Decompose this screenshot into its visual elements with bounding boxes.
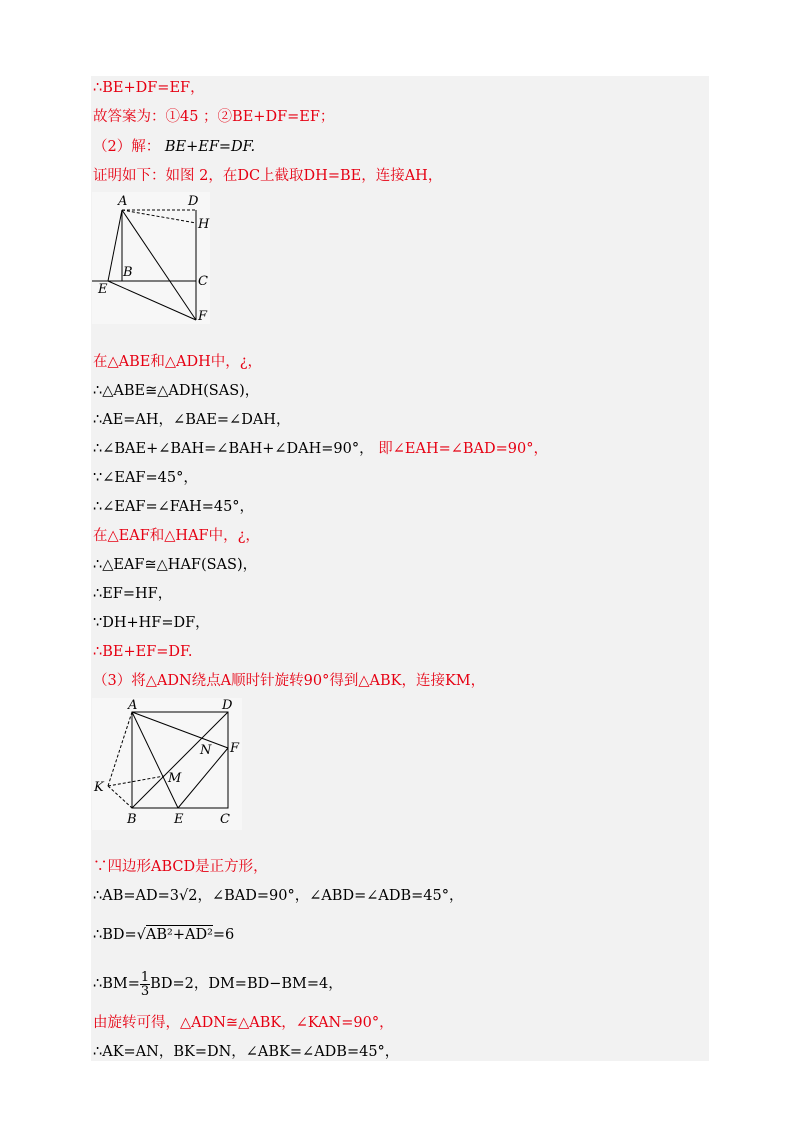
line-14: ∵DH+HF=DF， — [93, 615, 210, 631]
figure-1 — [92, 192, 210, 324]
line-8-red: 即∠EAH=∠BAD=90°， — [378, 441, 548, 457]
line-21: 由旋转可得，△ADN≅△ABK，∠KAN=90°， — [93, 1015, 394, 1031]
line-19: ∴BD=√AB²+AD²=6 — [93, 927, 235, 943]
line-3 — [93, 137, 255, 157]
line-3-label: （2）解： — [93, 139, 161, 155]
line-17: ∵四边形ABCD是正方形， — [93, 859, 268, 875]
line-20-post: BD=2，DM=BD−BM=4， — [150, 976, 343, 992]
fig2-label-m: M — [168, 771, 182, 786]
line-12: ∴△EAF≅△HAF(SAS)， — [93, 557, 258, 573]
line-19-post: =6 — [212, 927, 235, 943]
fig2-label-e: E — [174, 812, 184, 827]
line-15: ∴BE+EF=DF. — [93, 644, 193, 660]
fig2-label-k: K — [94, 780, 104, 795]
line-10: ∴∠EAF=∠FAH=45°， — [93, 499, 255, 515]
line-8 — [93, 439, 548, 459]
line-19-radicand: AB²+AD² — [145, 927, 213, 943]
line-18: ∴AB=AD=3√2，∠BAD=90°，∠ABD=∠ADB=45°， — [93, 888, 464, 904]
line-22: ∴AK=AN，BK=DN，∠ABK=∠ADB=45°， — [93, 1044, 400, 1060]
fig1-label-e: E — [98, 282, 108, 297]
line-5: 在△ABE和△ADH中，¿， — [93, 354, 263, 370]
fig2-label-a: A — [128, 698, 138, 713]
line-4: 证明如下：如图 2，在DC上截取DH=BE，连接AH， — [93, 168, 443, 184]
fig1-label-a: A — [118, 194, 128, 209]
line-16: （3）将△ADN绕点A顺时针旋转90°得到△ABK，连接KM， — [93, 673, 486, 689]
fig2-label-n: N — [200, 743, 212, 758]
fig1-label-b: B — [123, 265, 133, 280]
line-3-math: BE+EF=DF. — [164, 139, 256, 155]
line-7: ∴AE=AH，∠BAE=∠DAH， — [93, 412, 291, 428]
fraction-denominator: 3 — [140, 983, 150, 999]
fig1-label-h: H — [198, 217, 210, 232]
line-1: ∴BE+DF=EF， — [93, 80, 205, 96]
line-20-pre: ∴BM= — [93, 976, 140, 992]
fraction-numerator: 1 — [140, 969, 150, 985]
fig2-label-c: C — [220, 812, 230, 827]
line-2: 故答案为：①45 ；②BE+DF=EF； — [93, 109, 335, 125]
fig1-label-f: F — [198, 309, 208, 324]
line-11: 在△EAF和△HAF中，¿， — [93, 528, 260, 544]
line-13: ∴EF=HF， — [93, 586, 173, 602]
line-19-pre: ∴BD= — [93, 927, 137, 943]
fig2-label-d: D — [222, 698, 233, 713]
line-9: ∵∠EAF=45°， — [93, 470, 198, 486]
fig1-label-c: C — [198, 274, 208, 289]
fig1-label-d: D — [188, 194, 199, 209]
fig2-label-f: F — [230, 741, 240, 756]
line-20 — [93, 966, 343, 1002]
fig2-label-b: B — [127, 812, 137, 827]
fraction-one-third — [140, 971, 150, 998]
figure-2 — [92, 698, 242, 830]
line-8-math: ∴∠BAE+∠BAH=∠BAH+∠DAH=90°， — [93, 441, 374, 457]
line-6: ∴△ABE≅△ADH(SAS)， — [93, 383, 260, 399]
